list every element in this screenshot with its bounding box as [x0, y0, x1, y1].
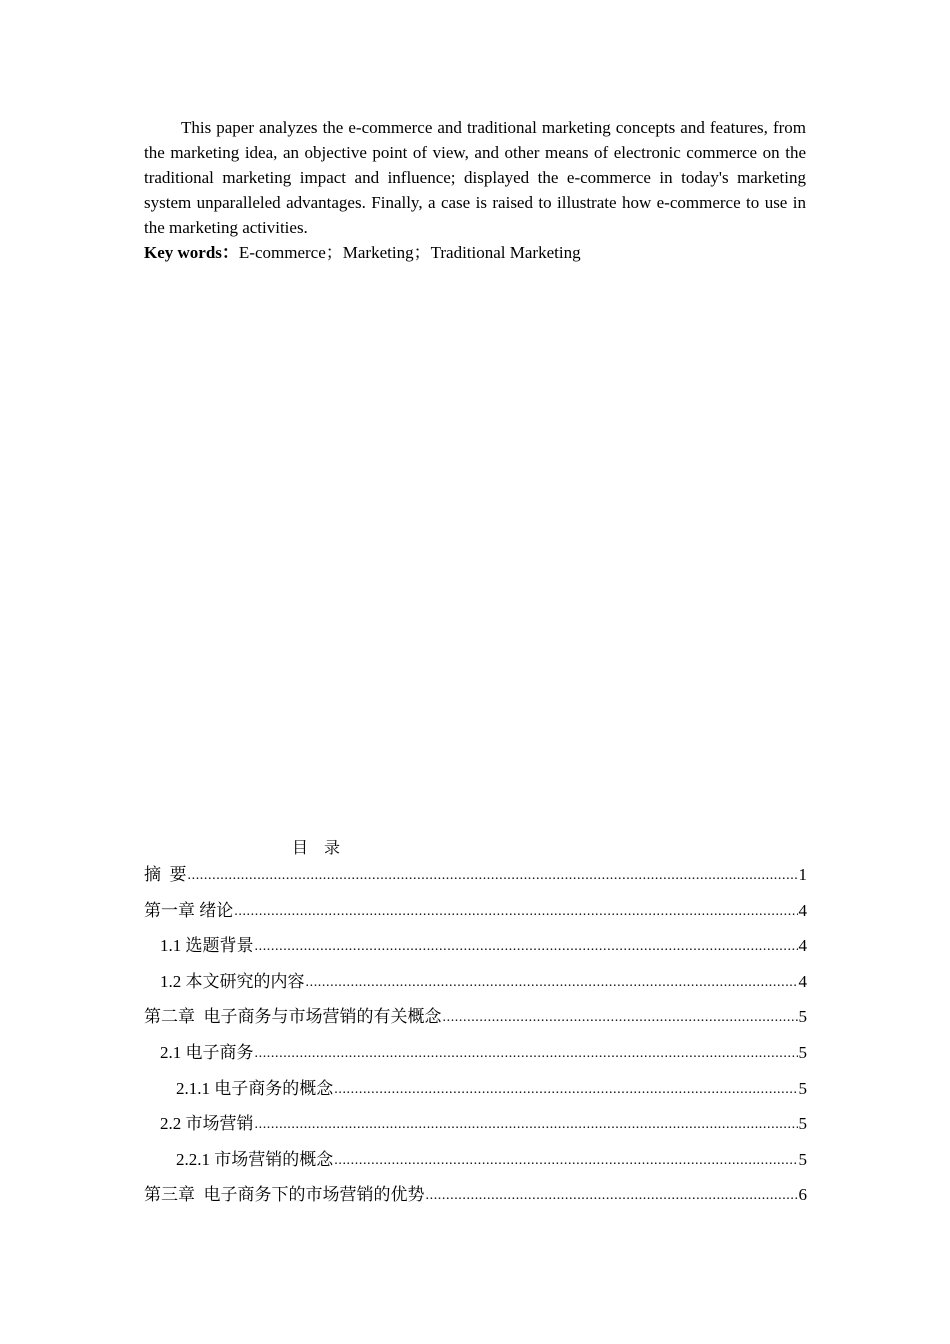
- toc-entry[interactable]: [144, 969, 807, 1005]
- toc-dot-leader: [334, 1148, 797, 1174]
- toc-entry[interactable]: [144, 1147, 807, 1183]
- toc-entry[interactable]: [144, 1111, 807, 1147]
- toc-entry[interactable]: [144, 898, 807, 934]
- toc-dot-leader: [188, 863, 798, 889]
- toc-page-number: 5: [798, 1114, 807, 1134]
- toc-page-number: 5: [798, 1042, 807, 1062]
- toc-entry[interactable]: [144, 933, 807, 969]
- toc-dot-leader: [443, 1005, 798, 1031]
- toc-entry-title: 2.2.1 市场营销的概念: [176, 1149, 334, 1169]
- toc-page-number: 5: [798, 1149, 807, 1169]
- toc-page-number: 4: [798, 900, 807, 920]
- toc-entry-title: 摘 要: [144, 865, 187, 884]
- toc-entry[interactable]: [144, 1182, 807, 1218]
- table-of-contents: [144, 862, 807, 1218]
- toc-dot-leader: [306, 970, 798, 996]
- toc-entry[interactable]: [144, 862, 807, 898]
- toc-entry[interactable]: [144, 1076, 807, 1112]
- toc-page-number: 6: [798, 1185, 807, 1205]
- keywords-label: Key words：: [144, 243, 239, 262]
- keywords-value: E-commerce；Marketing；Traditional Marketing: [238, 243, 581, 262]
- toc-entry-title: 2.1 电子商务: [160, 1042, 254, 1062]
- toc-page-number: 5: [798, 1007, 807, 1027]
- toc-dot-leader: [334, 1077, 797, 1103]
- toc-entry-title: 2.1.1 电子商务的概念: [176, 1078, 334, 1098]
- toc-page-number: 4: [798, 936, 807, 956]
- toc-entry-title: 1.2 本文研究的内容: [160, 971, 305, 991]
- toc-entry-title: 1.1 选题背景: [160, 936, 254, 956]
- toc-entry-title: 第三章 电子商务下的市场营销的优势: [144, 1185, 425, 1205]
- toc-page-number: 4: [798, 971, 807, 991]
- toc-entry-title: 2.2 市场营销: [160, 1114, 254, 1134]
- toc-page-number: 1: [798, 865, 807, 884]
- toc-entry[interactable]: [144, 1004, 807, 1040]
- toc-entry-title: 第二章 电子商务与市场营销的有关概念: [144, 1007, 442, 1027]
- toc-page-number: 5: [798, 1078, 807, 1098]
- toc-entry[interactable]: [144, 1040, 807, 1076]
- toc-entry-title: 第一章 绪论: [144, 900, 234, 920]
- toc-dot-leader: [234, 899, 797, 925]
- toc-title: 目 录: [292, 840, 347, 857]
- toc-dot-leader: [255, 1041, 798, 1067]
- toc-dot-leader: [255, 934, 798, 960]
- toc-dot-leader: [426, 1183, 798, 1209]
- toc-dot-leader: [255, 1112, 798, 1138]
- keywords-line: [144, 240, 806, 265]
- abstract-paragraph: This paper analyzes the e-commerce and traditional marketing concepts and features, from the marketing idea, an objective point of view, and other means of electronic commerce on the traditional marketing impact and influence; displayed the e-commerce in today's marketing system unparalleled advantages. Finally, a case is raised to illustrate how e-commerce to use in the marketing activities.: [144, 118, 806, 237]
